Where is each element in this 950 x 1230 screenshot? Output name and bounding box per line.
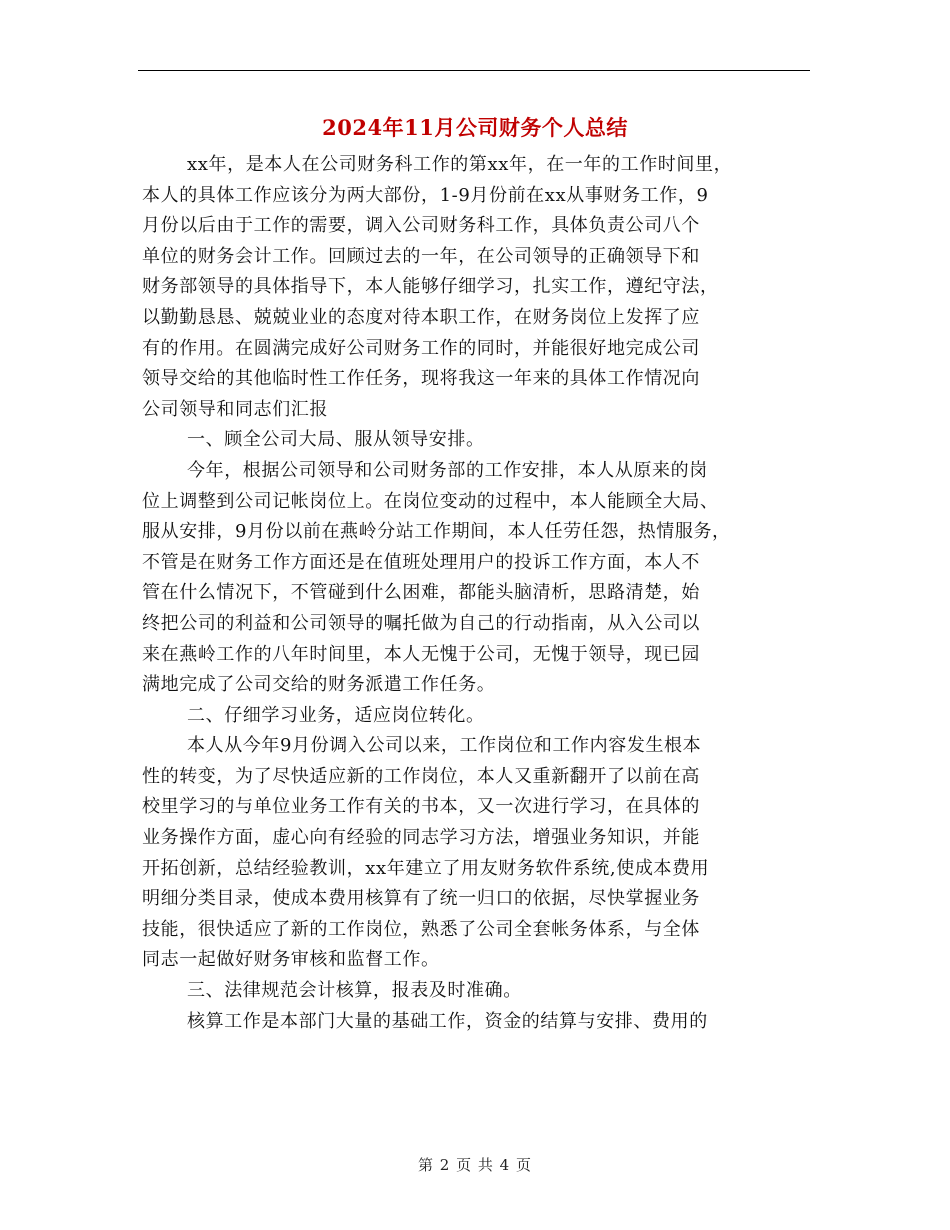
paragraph-line: 满地完成了公司交给的财务派遣工作任务。 — [142, 674, 496, 696]
paragraph-line: 技能，很快适应了新的工作岗位，熟悉了公司全套帐务体系，与全体 — [142, 918, 700, 940]
paragraph-line: 来在燕岭工作的八年时间里，本人无愧于公司，无愧于领导，现已园 — [142, 643, 700, 665]
header-rule — [138, 70, 810, 71]
paragraph-line: 公司领导和同志们汇报 — [142, 398, 328, 420]
paragraph-line: 财务部领导的具体指导下，本人能够仔细学习，扎实工作，遵纪守法， — [142, 276, 719, 298]
section-heading: 二、仔细学习业务，适应岗位转化。 — [187, 704, 485, 726]
page-number: 第 2 页 共 4 页 — [418, 1156, 532, 1174]
paragraph-line: 今年，根据公司领导和公司财务部的工作安排，本人从原来的岗 — [187, 459, 708, 481]
paragraph-line: 管在什么情况下，不管碰到什么困难，都能头脑清析，思路清楚，始 — [142, 582, 700, 604]
paragraph-line: 本人从今年9月份调入公司以来，工作岗位和工作内容发生根本 — [187, 735, 702, 757]
paragraph-line: 以勤勤恳恳、兢兢业业的态度对待本职工作，在财务岗位上发挥了应 — [142, 306, 700, 328]
paragraph-line: 明细分类目录，使成本费用核算有了统一归口的依据，尽快掌握业务 — [142, 888, 700, 910]
paragraph-line: 终把公司的利益和公司领导的嘱托做为自己的行动指南，从入公司以 — [142, 612, 700, 634]
paragraph-line: 不管是在财务工作方面还是在值班处理用户的投诉工作方面，本人不 — [142, 551, 700, 573]
paragraph-line: 开拓创新，总结经验教训，xx年建立了用友财务软件系统,使成本费用 — [142, 857, 710, 879]
document-title: 2024年11月公司财务个人总结 — [322, 115, 628, 140]
document-body — [142, 150, 814, 1037]
paragraph-line: 单位的财务会计工作。回顾过去的一年，在公司领导的正确领导下和 — [142, 245, 700, 267]
paragraph-line: 位上调整到公司记帐岗位上。在岗位变动的过程中，本人能顾全大局、 — [142, 490, 719, 512]
paragraph-line: 业务操作方面，虚心向有经验的同志学习方法，增强业务知识，并能 — [142, 827, 700, 849]
section-heading: 一、顾全公司大局、服从领导安排。 — [187, 429, 485, 451]
paragraph-line: 有的作用。在圆满完成好公司财务工作的同时，并能很好地完成公司 — [142, 337, 700, 359]
paragraph-line: 校里学习的与单位业务工作有关的书本，又一次进行学习，在具体的 — [142, 796, 700, 818]
paragraph-line: 同志一起做好财务审核和监督工作。 — [142, 949, 440, 971]
section-heading: 三、法律规范会计核算，报表及时准确。 — [187, 980, 522, 1002]
paragraph-line: 性的转变，为了尽快适应新的工作岗位，本人又重新翻开了以前在高 — [142, 765, 700, 787]
paragraph-line: 服从安排，9月份以前在燕岭分站工作期间，本人任劳任怨，热情服务， — [142, 521, 731, 543]
paragraph-line: 本人的具体工作应该分为两大部份，1-9月份前在xx从事财务工作，9 — [142, 184, 709, 206]
paragraph-line: 月份以后由于工作的需要，调入公司财务科工作，具体负责公司八个 — [142, 215, 700, 237]
paragraph-line: 领导交给的其他临时性工作任务，现将我这一年来的具体工作情况向 — [142, 368, 700, 390]
paragraph-line: 核算工作是本部门大量的基础工作，资金的结算与安排、费用的 — [187, 1010, 708, 1032]
paragraph-line: xx年，是本人在公司财务科工作的第xx年，在一年的工作时间里， — [187, 154, 733, 175]
